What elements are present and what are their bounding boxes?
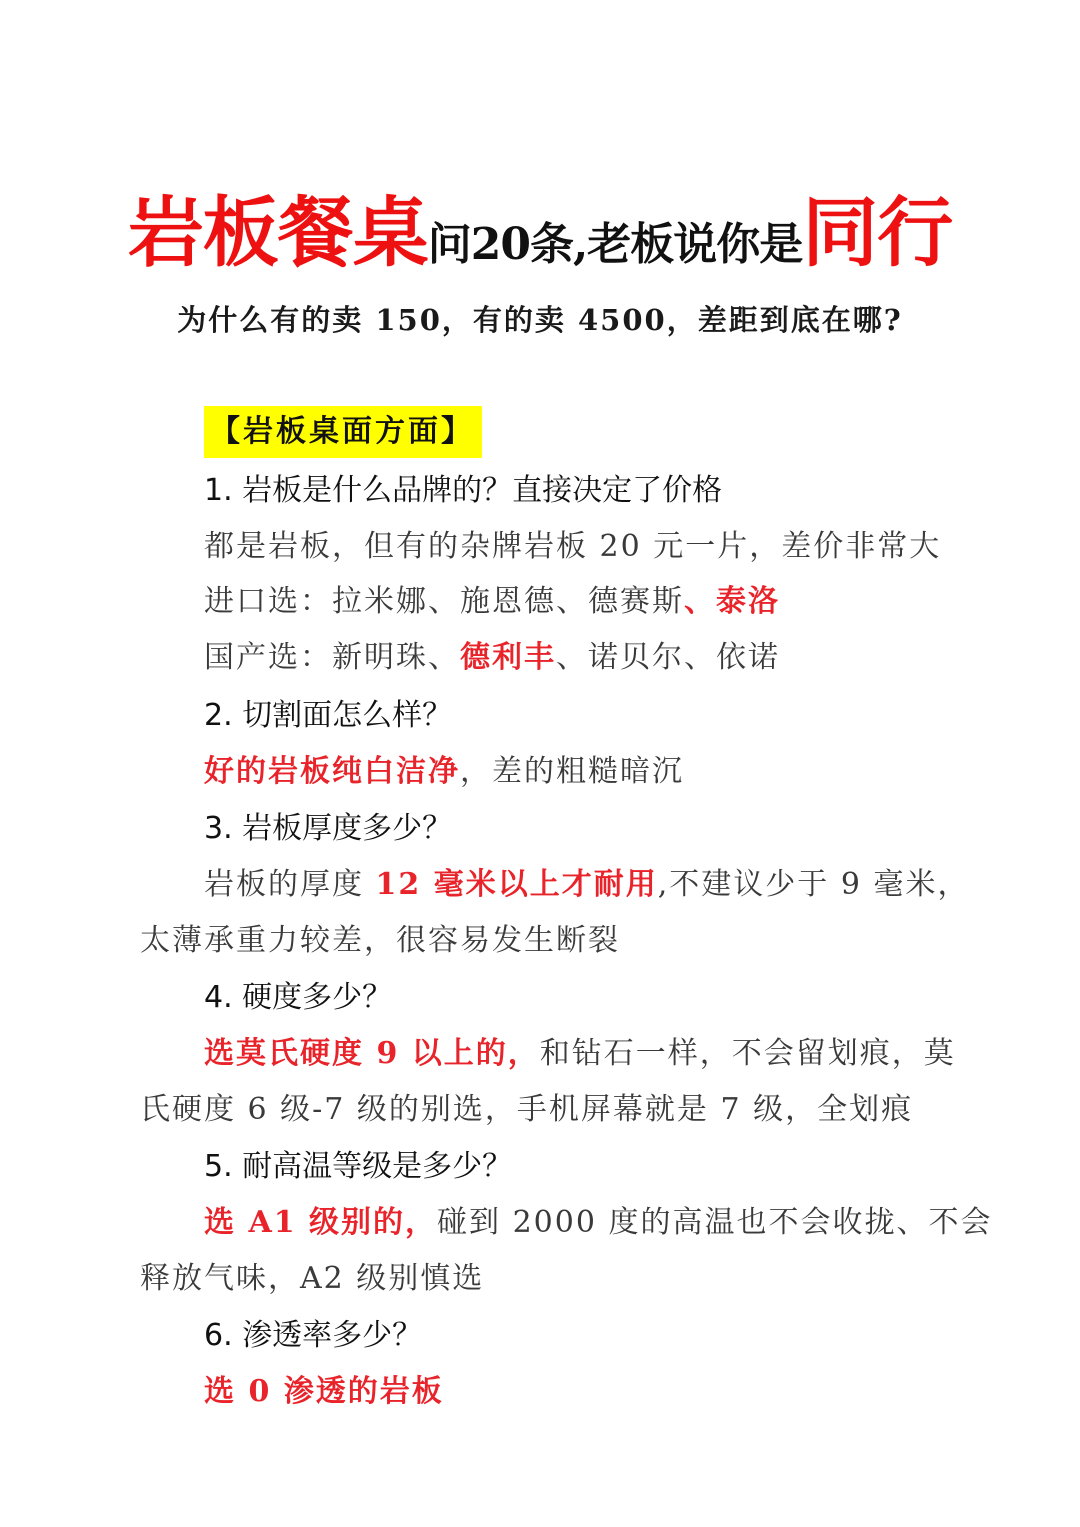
answer-4-line-1 bbox=[204, 1029, 956, 1079]
import-brand-highlight: 、泰洛 bbox=[684, 584, 780, 619]
title-red-right: 同行 bbox=[802, 188, 953, 277]
domestic-brands-suffix: 、诺贝尔、依诺 bbox=[556, 640, 780, 675]
question-1: 1. 岩板是什么品牌的？直接决定了价格 bbox=[204, 473, 723, 508]
title-black-middle: 问20条,老板说你是 bbox=[427, 219, 803, 270]
question-2: 2. 切割面怎么样？ bbox=[204, 698, 453, 733]
answer-1-line-3 bbox=[204, 633, 780, 683]
question-4: 4. 硬度多少？ bbox=[204, 980, 393, 1015]
page-title bbox=[0, 178, 1080, 309]
section-tag: 【岩板桌面方面】 bbox=[204, 406, 482, 458]
answer-1-line-2 bbox=[204, 577, 780, 627]
answer-3-prefix: 岩板的厚度 bbox=[204, 867, 376, 902]
question-3: 3. 岩板厚度多少？ bbox=[204, 811, 453, 846]
answer-4-highlight: 选莫氏硬度 9 以上的， bbox=[204, 1036, 540, 1071]
answer-3-line-1 bbox=[204, 860, 969, 910]
answer-2-suffix: ，差的粗糙暗沉 bbox=[460, 754, 684, 789]
answer-5-line-1 bbox=[204, 1198, 992, 1248]
answer-3-line-2: 太薄承重力较差，很容易发生断裂 bbox=[140, 923, 620, 958]
domestic-brand-highlight: 德利丰 bbox=[460, 640, 556, 675]
answer-2-highlight: 好的岩板纯白洁净 bbox=[204, 754, 460, 789]
question-6: 6. 渗透率多少？ bbox=[204, 1318, 423, 1353]
domestic-brands-prefix: 国产选：新明珠、 bbox=[204, 640, 460, 675]
answer-3-suffix: ,不建议少于 9 毫米， bbox=[657, 867, 970, 902]
answer-2-line-1 bbox=[204, 747, 684, 797]
answer-5-line-2: 释放气味，A2 级别慎选 bbox=[140, 1261, 485, 1296]
import-brands: 进口选：拉米娜、施恩德、德赛斯 bbox=[204, 584, 684, 619]
answer-6-line-1 bbox=[204, 1367, 444, 1417]
answer-5-suffix: 碰到 2000 度的高温也不会收拢、不会 bbox=[437, 1205, 993, 1240]
answer-4-line-2: 氏硬度 6 级-7 级的别选，手机屏幕就是 7 级，全划痕 bbox=[140, 1092, 914, 1127]
subtitle: 为什么有的卖 150，有的卖 4500，差距到底在哪? bbox=[177, 303, 903, 337]
title-red-left: 岩板餐桌 bbox=[127, 188, 428, 277]
answer-1-line-1: 都是岩板，但有的杂牌岩板 20 元一片，差价非常大 bbox=[204, 529, 942, 564]
answer-3-highlight: 12 毫米以上才耐用 bbox=[375, 867, 658, 902]
question-5: 5. 耐高温等级是多少？ bbox=[204, 1149, 513, 1184]
answer-4-suffix: 和钻石一样，不会留划痕，莫 bbox=[539, 1036, 956, 1071]
answer-5-highlight: 选 A1 级别的， bbox=[204, 1205, 438, 1240]
answer-6-highlight: 选 0 渗透的岩板 bbox=[204, 1374, 444, 1409]
